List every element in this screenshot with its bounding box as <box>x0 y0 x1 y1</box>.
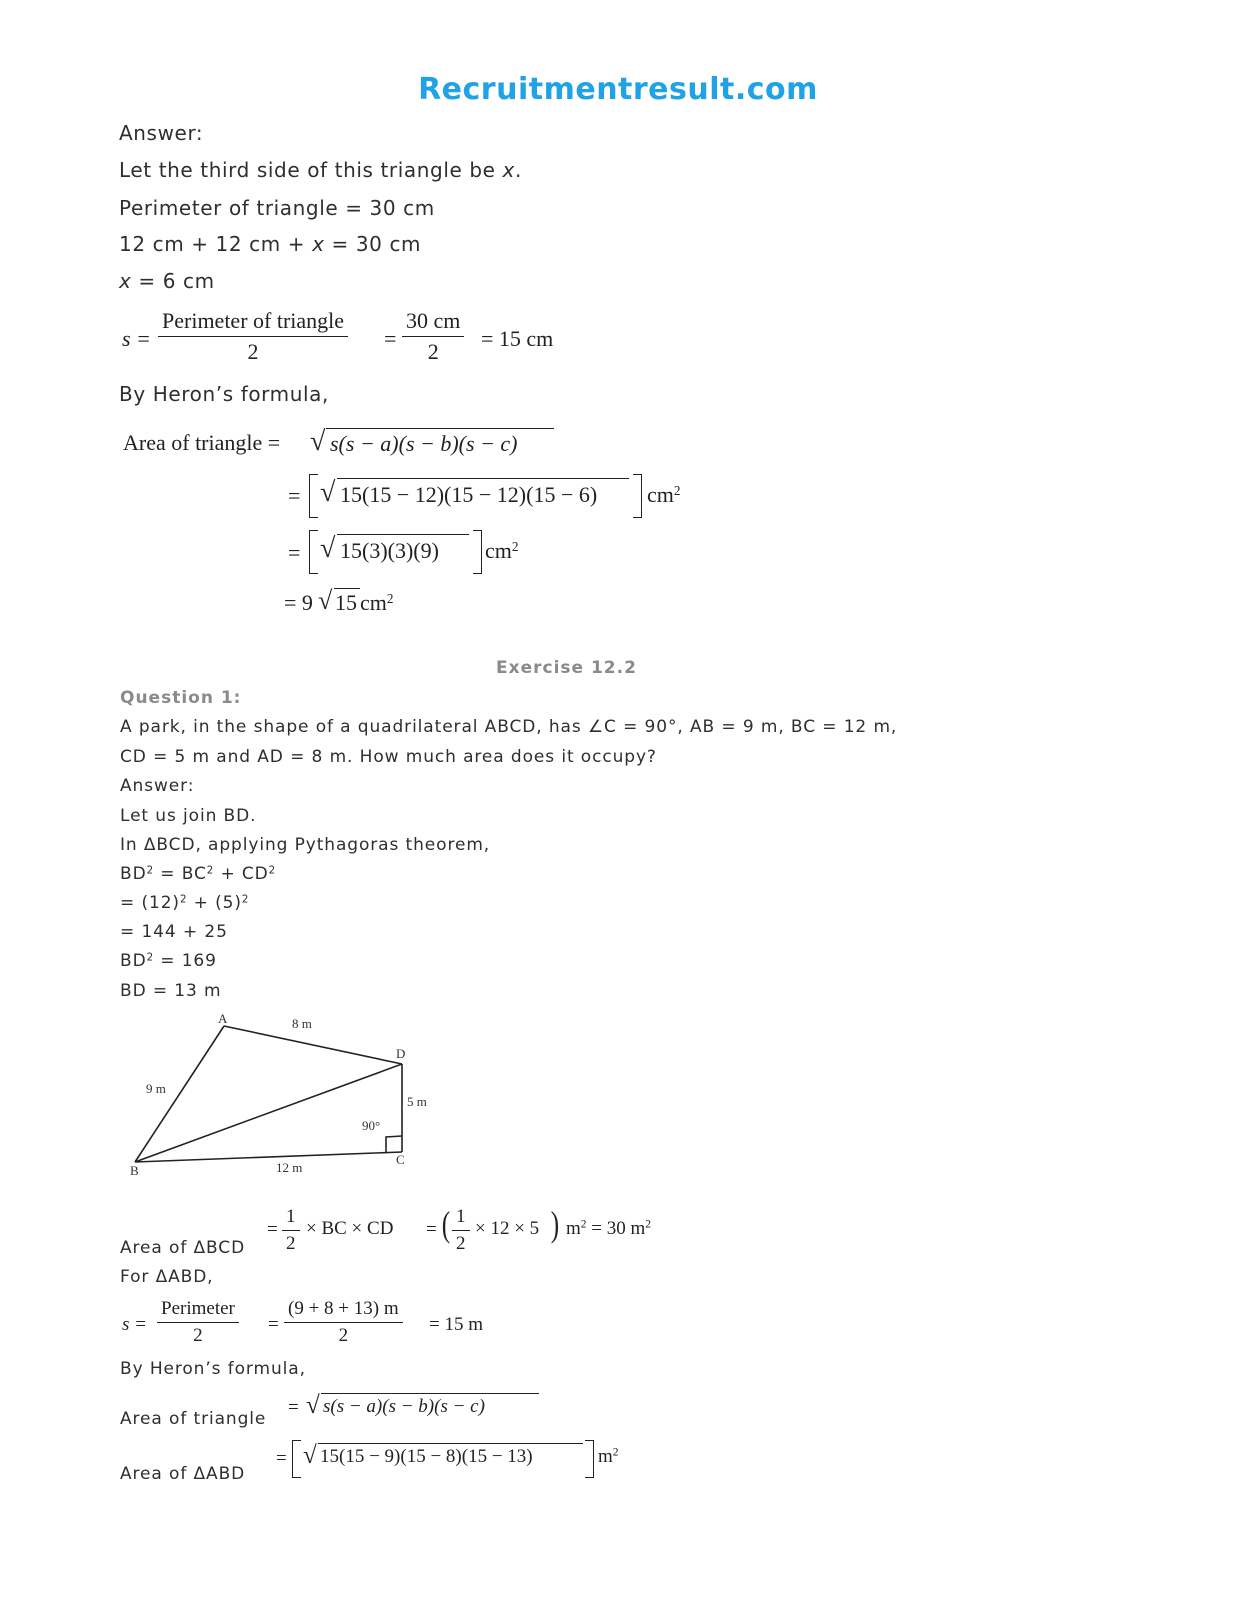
radical-bar <box>337 534 469 535</box>
area-formula: s(s − a)(s − b)(s − c) <box>330 431 518 456</box>
question-text: CD = 5 m and AD = 8 m. How much area does it occupy? <box>120 747 657 767</box>
step3-pre: = 9 <box>284 590 313 615</box>
answer-label: Answer: <box>120 776 195 796</box>
fraction-half <box>452 1206 470 1255</box>
equals: = <box>288 540 301 565</box>
side-label-ab: 9 m <box>146 1081 166 1096</box>
left-paren: ( <box>441 1204 451 1244</box>
equation: $BD^2 = 169$ <box>120 951 217 971</box>
fraction-numerator: 30 cm <box>402 308 464 337</box>
side-ad <box>224 1026 402 1064</box>
diagonal-bd <box>135 1064 402 1162</box>
quadrilateral-figure <box>120 1005 450 1185</box>
radical-sign: √ <box>306 1392 320 1419</box>
radical-sign: √ <box>303 1442 317 1469</box>
equals: = <box>288 483 301 508</box>
fraction-denominator: 2 <box>193 1325 203 1346</box>
side-label-cd: 5 m <box>407 1094 427 1109</box>
fraction-denominator: 2 <box>338 1325 349 1346</box>
right-paren: ) <box>550 1204 560 1244</box>
fraction-numerator: (9 + 8 + 13) m <box>284 1298 403 1323</box>
text-line: 12 cm + 12 cm + x = 30 cm <box>119 232 422 256</box>
fraction-numerator: 1 <box>282 1206 300 1231</box>
area-bcd-label: Area of ΔBCD <box>120 1238 246 1258</box>
step3-rad: 15 <box>335 590 357 615</box>
vertex-label-a: A <box>218 1011 228 1026</box>
unit: $cm^2$ <box>647 482 681 507</box>
step1-expr: 15(15 − 12)(15 − 12)(15 − 6) <box>340 482 598 507</box>
left-bracket <box>309 530 318 574</box>
radical-sign: √ <box>318 586 333 615</box>
radical-sign: √ <box>320 477 336 508</box>
fraction <box>284 1298 403 1347</box>
left-bracket <box>292 1440 301 1478</box>
s-result: = 15 m <box>429 1314 483 1335</box>
equals: = <box>426 1219 437 1240</box>
side-label-ad: 8 m <box>292 1016 312 1031</box>
vertex-label-d: D <box>396 1046 406 1061</box>
equation: $BD^2 = BC^2 + CD^2$ <box>120 864 277 884</box>
site-title: Recruitmentresult.com <box>418 72 818 107</box>
bcd-result: $m^2 = 30$ $m^2$ <box>566 1218 651 1239</box>
text-line: x = 6 cm <box>119 269 215 293</box>
text-line: Let us join BD. <box>120 806 257 826</box>
vertex-label-c: C <box>396 1152 405 1167</box>
bcd-expr: × BC × CD <box>306 1218 394 1239</box>
equals: = <box>267 1219 278 1240</box>
unit: $cm^2$ <box>485 538 519 563</box>
radical-bar <box>326 428 554 429</box>
left-bracket <box>309 474 318 518</box>
radical-bar <box>334 588 360 589</box>
angle-label: 90° <box>362 1118 381 1133</box>
text-line: Perimeter of triangle = 30 cm <box>119 196 435 220</box>
step2-expr: 15(3)(3)(9) <box>340 538 439 563</box>
abd-expr: 15(15 − 9)(15 − 8)(15 − 13) <box>320 1446 533 1467</box>
radical-bar <box>318 1443 583 1444</box>
radical-bar <box>337 478 629 479</box>
equals: = <box>268 1314 279 1335</box>
equation: BD = 13 m <box>120 981 222 1001</box>
s-result: = 15 cm <box>481 326 554 351</box>
fraction-denominator: 2 <box>247 339 259 364</box>
fraction <box>402 308 464 365</box>
heron-label: By Heron’s formula, <box>120 1359 306 1379</box>
fraction-denominator: 2 <box>286 1233 296 1254</box>
unit: $cm^2$ <box>360 590 394 615</box>
question-text: A park, in the shape of a quadrilateral ABCD, has ∠C = 90°, AB = 9 m, BC = 12 m, <box>120 717 898 737</box>
right-angle-marker <box>386 1136 402 1153</box>
fraction-denominator: 2 <box>427 339 439 364</box>
vertex-label-b: B <box>130 1163 139 1178</box>
right-bracket <box>585 1440 594 1478</box>
area-lhs: Area of triangle = <box>123 430 281 455</box>
unit: $m^2$ <box>598 1446 619 1467</box>
equation: = 144 + 25 <box>120 922 228 942</box>
question-label: Question 1: <box>120 688 242 708</box>
area-label: Area of triangle <box>120 1409 267 1429</box>
fraction <box>158 308 348 365</box>
s-lhs: s = <box>122 1314 147 1335</box>
right-bracket <box>633 474 642 518</box>
text-line: Let the third side of this triangle be x. <box>119 158 522 182</box>
side-label-bc: 12 m <box>276 1160 303 1175</box>
equals: = <box>384 326 397 351</box>
side-bc <box>135 1152 402 1162</box>
text-line: In ΔBCD, applying Pythagoras theorem, <box>120 835 491 855</box>
radical-sign: √ <box>320 533 336 564</box>
fraction-numerator: 1 <box>452 1206 470 1231</box>
fraction-denominator: 2 <box>456 1233 466 1254</box>
fraction-half <box>282 1206 300 1255</box>
equation: = $(12)^2 + (5)^2$ <box>120 893 250 913</box>
text-line: For ΔABD, <box>120 1267 214 1287</box>
area-abd-label: Area of ΔABD <box>120 1464 246 1484</box>
exercise-title: Exercise 12.2 <box>496 658 637 678</box>
heron-label: By Heron’s formula, <box>119 382 329 406</box>
right-bracket <box>473 530 482 574</box>
fraction-numerator: Perimeter of triangle <box>158 308 348 337</box>
radical-sign: √ <box>310 426 326 457</box>
radical-bar <box>321 1393 539 1394</box>
bcd-expr: × 12 × 5 <box>475 1218 540 1239</box>
answer-label: Answer: <box>119 121 204 145</box>
s-lhs: s = <box>122 326 151 351</box>
area-formula: s(s − a)(s − b)(s − c) <box>323 1396 485 1417</box>
equals: = <box>288 1397 299 1418</box>
fraction-numerator: Perimeter <box>157 1298 239 1323</box>
equals: = <box>276 1448 287 1469</box>
fraction <box>157 1298 239 1347</box>
